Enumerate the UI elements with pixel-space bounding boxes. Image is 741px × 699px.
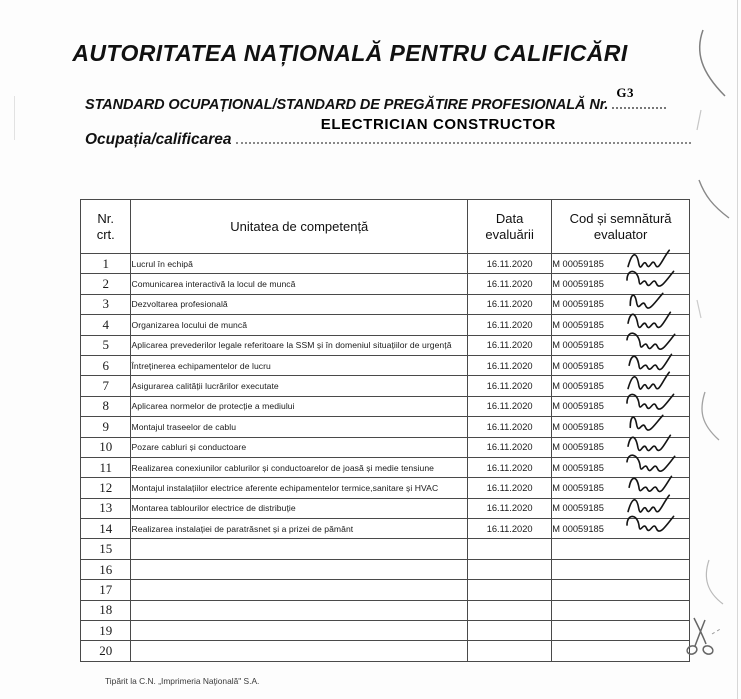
cell-evaluator-code — [552, 254, 690, 274]
cell-competence-unit: Pozare cabluri și conductoare — [131, 437, 468, 457]
column-header-code-line2: evaluator — [593, 226, 648, 242]
cell-competence-unit: Aplicarea prevederilor legale referitoare la SSM și în domeniul situațiilor de urgență — [131, 335, 468, 355]
cell-evaluation-date — [468, 559, 552, 579]
column-header-nr-line1: Nr. — [97, 210, 115, 226]
table-row — [81, 355, 690, 375]
table-row — [81, 580, 690, 600]
table-row — [81, 519, 690, 539]
cell-evaluator-code — [552, 376, 690, 396]
cell-evaluator-code — [552, 355, 690, 375]
cell-evaluation-date — [468, 580, 552, 600]
cell-evaluation-date: 16.11.2020 — [468, 417, 552, 437]
table-row — [81, 335, 690, 355]
page-title: AUTORITATEA NAȚIONALĂ PENTRU CALIFICĂRI — [72, 40, 628, 66]
table-row — [81, 457, 690, 477]
column-header-unit — [131, 200, 468, 254]
cell-evaluation-date: 16.11.2020 — [468, 294, 552, 314]
cell-row-number: 5 — [81, 335, 131, 355]
cell-row-number: 19 — [81, 621, 131, 641]
standard-label: STANDARD OCUPAȚIONAL/STANDARD DE PREGĂTIRE PROFESIONALĂ Nr. — [85, 97, 609, 113]
standard-line — [85, 85, 705, 113]
cell-row-number: 6 — [81, 355, 131, 375]
cell-competence-unit — [131, 621, 468, 641]
column-header-date — [468, 200, 552, 254]
table-row — [81, 621, 690, 641]
cell-row-number: 2 — [81, 274, 131, 294]
column-header-nr-line2: crt. — [96, 226, 115, 242]
table-row — [81, 376, 690, 396]
evaluator-code-text: M 00059185 — [552, 360, 604, 371]
occupation-label: Ocupația/calificarea — [85, 131, 232, 148]
standard-number-value: G3 — [616, 85, 635, 100]
cell-row-number: 11 — [81, 457, 131, 477]
evaluator-code-text: M 00059185 — [552, 482, 604, 493]
cell-row-number: 15 — [81, 539, 131, 559]
evaluator-code-text: M 00059185 — [552, 523, 604, 534]
table-row — [81, 600, 690, 620]
occupation-line — [85, 116, 695, 149]
cell-competence-unit — [131, 580, 468, 600]
occupation-fill-slot — [236, 116, 691, 149]
evaluator-code-text: M 00059185 — [552, 258, 604, 269]
column-header-date-line2: evaluării — [485, 226, 534, 242]
cell-evaluator-code — [552, 396, 690, 416]
evaluator-code-text: M 00059185 — [552, 381, 604, 392]
table-row — [81, 274, 690, 294]
occupation-value: ELECTRICIAN CONSTRUCTOR — [320, 116, 556, 133]
table-row — [81, 396, 690, 416]
cell-competence-unit — [131, 641, 468, 661]
table-row — [81, 294, 690, 314]
standard-number-slot — [612, 85, 668, 113]
cell-row-number: 4 — [81, 315, 131, 335]
cell-row-number: 14 — [81, 519, 131, 539]
cell-evaluator-code — [552, 559, 690, 579]
cell-row-number: 13 — [81, 498, 131, 518]
table-row — [81, 539, 690, 559]
cell-competence-unit — [131, 559, 468, 579]
cell-evaluator-code — [552, 498, 690, 518]
cell-evaluation-date: 16.11.2020 — [468, 478, 552, 498]
cell-evaluation-date — [468, 539, 552, 559]
column-header-date-line1: Data — [495, 210, 524, 226]
cell-evaluation-date: 16.11.2020 — [468, 457, 552, 477]
evaluator-code-text: M 00059185 — [552, 462, 604, 473]
cell-evaluation-date: 16.11.2020 — [468, 335, 552, 355]
cell-evaluator-code — [552, 274, 690, 294]
evaluator-code-text: M 00059185 — [552, 401, 604, 412]
cell-row-number: 8 — [81, 396, 131, 416]
cell-row-number: 1 — [81, 254, 131, 274]
cell-row-number: 7 — [81, 376, 131, 396]
print-note: Tipărit la C.N. „Imprimeria Naţională" S.A. — [105, 676, 260, 686]
cell-evaluation-date: 16.11.2020 — [468, 315, 552, 335]
cell-evaluator-code — [552, 519, 690, 539]
table-row — [81, 641, 690, 661]
competence-table — [80, 199, 690, 662]
cell-evaluation-date — [468, 621, 552, 641]
table-row — [81, 254, 690, 274]
column-header-nr — [81, 200, 131, 254]
cell-evaluator-code — [552, 335, 690, 355]
cell-evaluator-code — [552, 315, 690, 335]
cell-evaluation-date — [468, 600, 552, 620]
cell-evaluator-code — [552, 580, 690, 600]
cell-evaluation-date: 16.11.2020 — [468, 376, 552, 396]
cell-evaluation-date: 16.11.2020 — [468, 437, 552, 457]
cell-evaluation-date: 16.11.2020 — [468, 396, 552, 416]
cell-evaluation-date — [468, 641, 552, 661]
cell-evaluator-code — [552, 539, 690, 559]
evaluator-code-text: M 00059185 — [552, 279, 604, 290]
cell-evaluation-date: 16.11.2020 — [468, 355, 552, 375]
cell-row-number: 12 — [81, 478, 131, 498]
cell-competence-unit: Realizarea conexiunilor cablurilor și conductoarelor de joasă și medie tensiune — [131, 457, 468, 477]
page-edge-line — [737, 0, 738, 699]
cell-evaluator-code — [552, 600, 690, 620]
occupation-dotted-rule — [236, 132, 691, 144]
cell-competence-unit: Montarea tablourilor electrice de distribuție — [131, 498, 468, 518]
cell-competence-unit: Realizarea instalației de paratrăsnet și a prizei de pământ — [131, 519, 468, 539]
cell-evaluator-code — [552, 294, 690, 314]
cell-row-number: 3 — [81, 294, 131, 314]
cell-row-number: 17 — [81, 580, 131, 600]
evaluator-code-text: M 00059185 — [552, 319, 604, 330]
cell-evaluation-date: 16.11.2020 — [468, 274, 552, 294]
table-row — [81, 437, 690, 457]
cell-competence-unit: Aplicarea normelor de protecție a mediului — [131, 396, 468, 416]
column-header-code — [552, 200, 690, 254]
left-margin-tick — [14, 96, 15, 140]
cell-competence-unit — [131, 539, 468, 559]
table-header-row — [81, 200, 690, 254]
cell-competence-unit — [131, 600, 468, 620]
cell-competence-unit: Organizarea locului de muncă — [131, 315, 468, 335]
cell-row-number: 18 — [81, 600, 131, 620]
evaluator-code-text: M 00059185 — [552, 442, 604, 453]
table-row — [81, 478, 690, 498]
evaluator-code-text: M 00059185 — [552, 340, 604, 351]
cell-evaluation-date: 16.11.2020 — [468, 498, 552, 518]
table-row — [81, 315, 690, 335]
evaluator-code-text: M 00059185 — [552, 503, 604, 514]
cell-evaluator-code — [552, 457, 690, 477]
cell-evaluator-code — [552, 621, 690, 641]
cell-row-number: 10 — [81, 437, 131, 457]
evaluator-code-text: M 00059185 — [552, 421, 604, 432]
cell-row-number: 16 — [81, 559, 131, 579]
cell-evaluation-date: 16.11.2020 — [468, 519, 552, 539]
table-body — [81, 254, 690, 662]
cell-competence-unit: Dezvoltarea profesională — [131, 294, 468, 314]
evaluator-code-text: M 00059185 — [552, 299, 604, 310]
cell-competence-unit: Asigurarea calității lucrărilor executate — [131, 376, 468, 396]
table-row — [81, 559, 690, 579]
cell-competence-unit: Comunicarea interactivă la locul de muncă — [131, 274, 468, 294]
cell-evaluator-code — [552, 417, 690, 437]
cell-competence-unit: Întreținerea echipamentelor de lucru — [131, 355, 468, 375]
column-header-code-line1: Cod și semnătură — [569, 210, 672, 226]
table-row — [81, 417, 690, 437]
cell-competence-unit: Lucrul în echipă — [131, 254, 468, 274]
cell-competence-unit: Montajul instalațiilor electrice aferente echipamentelor termice,sanitare și HVAC — [131, 478, 468, 498]
cell-evaluation-date: 16.11.2020 — [468, 254, 552, 274]
cell-evaluator-code — [552, 641, 690, 661]
cell-competence-unit: Montajul traseelor de cablu — [131, 417, 468, 437]
table-row — [81, 498, 690, 518]
cell-row-number: 20 — [81, 641, 131, 661]
cell-evaluator-code — [552, 437, 690, 457]
column-header-unit-line1: Unitatea de competență — [230, 218, 369, 234]
cell-row-number: 9 — [81, 417, 131, 437]
cell-evaluator-code — [552, 478, 690, 498]
